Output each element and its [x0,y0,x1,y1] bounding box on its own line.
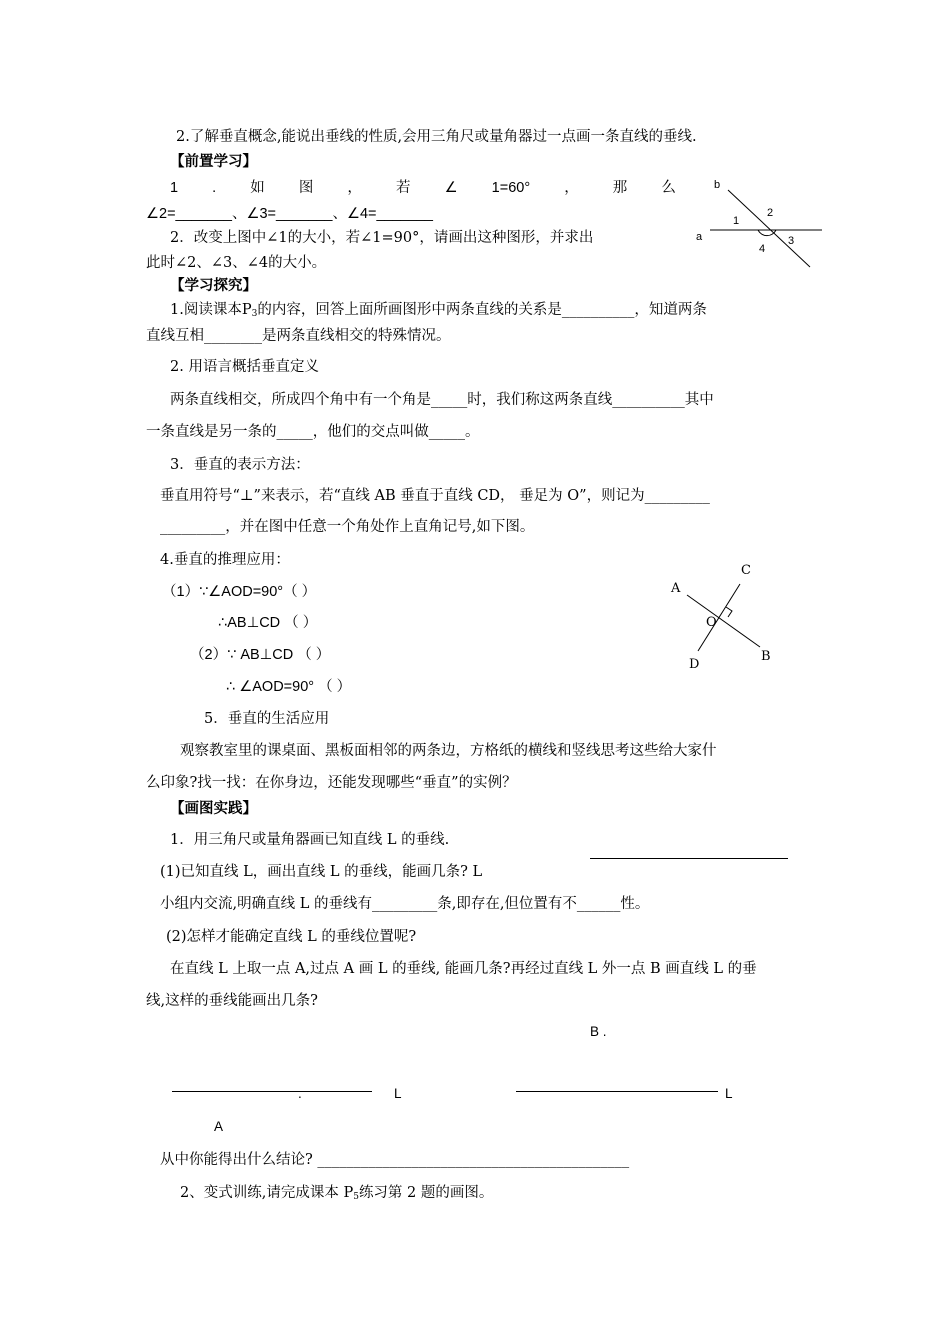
label-C: C [741,563,751,578]
preview-question-2-line1: 2．改变上图中∠1的大小，若∠1=90°，请画出这种图形，并求出 [170,230,594,246]
explore-item-1-line1 [170,300,707,324]
explore-item-3-line2: _________，并在图中任意一个角处作上直角记号,如下图。 [160,519,535,535]
explore-item-2: 2. 用语言概括垂直定义 [170,359,319,375]
label-a: a [696,231,703,243]
q1-part: . [212,180,217,196]
practice-task-1b-line2: 线,这样的垂线能画出几条? [146,993,318,1009]
explore-item-4: 4.垂直的推理应用： [160,552,290,568]
label-B: B [761,649,771,664]
practice-task-1a-note: 小组内交流,明确直线 L 的垂线有_________条,即存在,但位置有不______性。 [160,896,650,912]
preview-question-1 [170,178,676,198]
line-cd [698,584,740,651]
section-heading-preview: 【前置学习】 [170,153,257,170]
explore-item-5: 5．垂直的生活应用 [204,711,330,727]
point-a-dot: . [298,1086,302,1101]
explore-item-2-line1: 两条直线相交，所成四个角中有一个角是_____时，我们称这两条直线__________其中 [170,392,714,408]
given-line-l [590,858,788,859]
q1-part: 那 [612,180,628,196]
line-l-label-2: L [725,1086,733,1101]
section-heading-practice: 【画图实践】 [170,800,257,817]
text-part: 1.阅读课本P [170,302,252,318]
label-A: A [671,581,681,596]
label-b: b [714,179,721,191]
text-part: 练习第 2 题的画图。 [358,1185,494,1201]
label-O: O [706,615,717,630]
subscript: 3 [251,309,258,319]
q1-part: 1=60° [491,180,531,196]
objective-text: 2.了解垂直概念,能说出垂线的性质,会用三角尺或量角器过一点画一条直线的垂线. [176,129,697,145]
q1-part: ∠ [444,180,458,196]
q1-part: 么 [661,180,676,196]
line-l-label-1: L [394,1086,402,1101]
perpendicular-lines-figure [660,560,790,680]
explore-item-3: 3．垂直的表示方法： [170,457,310,473]
q1-part: 图 [298,180,314,196]
line-l-with-point-b [516,1091,718,1092]
conclusion-question: 从中你能得出什么结论? ___________________________________________ [160,1152,630,1168]
intersecting-lines-figure [690,170,830,270]
label-D: D [689,657,700,672]
text-part: 的内容，回答上面所画图形中两条直线的关系是__________，知道两条 [257,302,707,318]
practice-task-1a: (1)已知直线 L，画出直线 L 的垂线，能画几条? L [160,864,483,880]
reasoning-3: （2）∵ AB⊥CD （ ） [190,647,331,663]
practice-task-1: 1．用三角尺或量角器画已知直线 L 的垂线. [170,832,450,848]
subscript: 5 [353,1192,359,1202]
explore-item-2-line2: 一条直线是另一条的_____，他们的交点叫做_____。 [146,424,480,440]
right-angle-mark [726,607,732,617]
line-b [728,190,810,267]
explore-item-5-line1: 观察教室里的课桌面、黑板面相邻的两条边，方格纸的横线和竖线思考这些给大家什 [180,743,717,759]
explore-item-5-line2: 么印象?找一找：在你身边，还能发现哪些“垂直”的实例？ [146,775,517,791]
point-a-label: A [214,1119,224,1134]
q1-part: ， [564,180,579,196]
q1-part: 若 [396,180,411,196]
reasoning-1: （1）∵∠AOD=90°（ ） [162,584,317,600]
label-angle-2: 2 [767,207,774,219]
point-b-label: B . [590,1024,607,1039]
practice-task-1b-line1: 在直线 L 上取一点 A,过点 A 画 L 的垂线, 能画几条?再经过直线 L 外一点 B 画直线 L 的垂 [170,961,757,977]
label-angle-3: 3 [788,235,795,247]
line-l-with-point-a [172,1091,372,1092]
practice-task-2 [180,1183,493,1207]
line-ab [687,595,760,647]
explore-item-1-line2: 直线互相________是两条直线相交的特殊情况。 [146,328,451,344]
practice-task-1b: (2)怎样才能确定直线 L 的垂线位置呢? [166,929,417,945]
preview-question-2-line2: 此时∠2、∠3、∠4的大小。 [146,255,327,271]
q1-part: 如 [250,180,265,196]
reasoning-4: ∴ ∠AOD=90° （ ） [226,679,352,695]
q1-part: 1 [170,180,179,196]
explore-item-3-line1: 垂直用符号“⊥”来表示，若“直线 AB 垂直于直线 CD， 垂足为 O”，则记为_________ [160,488,710,504]
preview-question-1-answers: ∠2=_______、∠3=_______、∠4=_______ [146,206,433,222]
q1-part: ， [347,180,362,196]
reasoning-2: ∴AB⊥CD （ ） [218,615,318,631]
label-angle-4: 4 [759,243,766,255]
section-heading-explore: 【学习探究】 [170,277,257,294]
label-angle-1: 1 [733,215,740,227]
text-part: 2、变式训练,请完成课本 P [180,1185,354,1201]
